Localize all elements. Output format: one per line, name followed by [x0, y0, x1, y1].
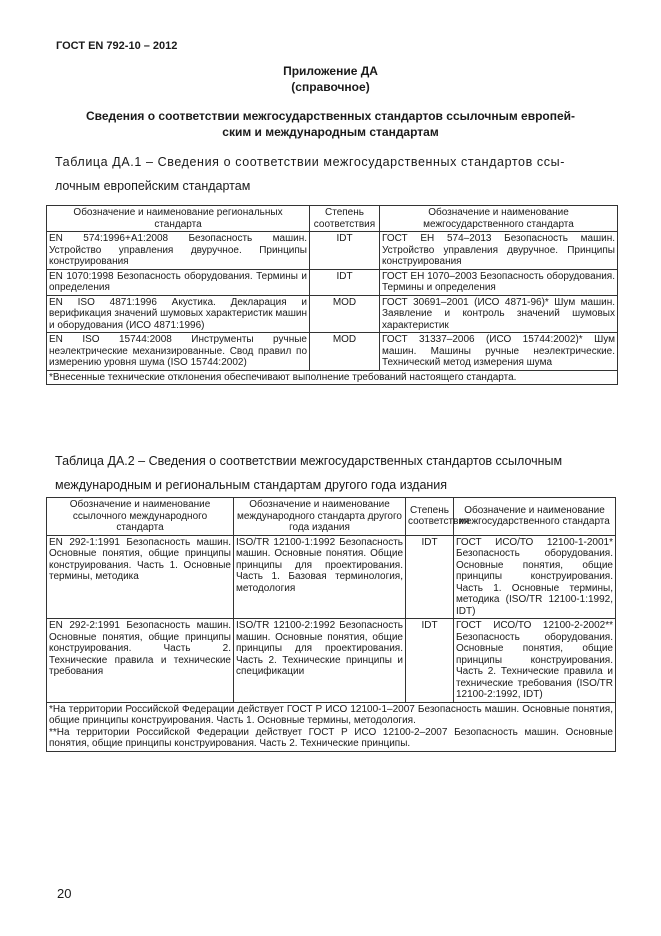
table1-cell-nat: ГОСТ 30691–2001 (ИСО 4871-96)* Шум машин. Заявление и контроль значений шумовых характеристик [380, 295, 618, 333]
table-row [47, 232, 618, 270]
table2-cell-ref: EN 292-1:1991 Безопасность машин. Основные понятия, общие принципы конструирования. Часть 1. Основные термины, методика [47, 535, 234, 619]
table2-header-degree: Степень соответствия [406, 498, 454, 536]
table2 [46, 497, 616, 752]
table1-cell-nat: ГОСТ EH 1070–2003 Безопасность оборудования. Термины и определения [380, 269, 618, 295]
appendix-subtitle: (справочное) [291, 80, 370, 94]
table2-cell-intl: ISO/TR 12100-1:1992 Безопасность машин. Основные понятия. Общие принципы для проектирования. Часть 1. Базовая терминология, методология [234, 535, 406, 619]
table1-note: *Внесенные технические отклонения обеспечивают выполнение требований настоящего стандарта. [47, 370, 618, 385]
table1-cell-ref: EN 574:1996+A1:2008 Безопасность машин. Устройство управления двуручное. Принципы конструирования [47, 232, 310, 270]
table2-note-2: **На территории Российской Федерации действует ГОСТ Р ИСО 12100-2–2007 Безопасность машин. Основные понятия, общие принципы конструирования. Часть 2. Технические принципы. [49, 726, 613, 749]
table1-header-nat: Обозначение и наименование межгосударственного стандарта [380, 206, 618, 232]
table2-header-row [47, 498, 616, 536]
table1-cell-ref: EN ISO 15744:2008 Инструменты ручные неэлектрические механизированные. Свод правил по измерению уровня шума (ISO 15744:2002) [47, 333, 310, 371]
table2-header-ref: Обозначение и наименование ссылочного международного стандарта [47, 498, 234, 536]
table2-caption-line2: международным и региональным стандартам другого года издания [55, 478, 448, 492]
table2-cell-intl: ISO/TR 12100-2:1992 Безопасность машин. Основные понятия, общие принципы для проектирования. Часть 2. Технические принципы и спецификации [234, 619, 406, 703]
table2-note-row [47, 702, 616, 751]
table1-cell-degree: IDT [310, 232, 380, 270]
table1-cell-nat: ГОСТ EH 574–2013 Безопасность машин. Устройство управления двуручное. Принципы конструирования [380, 232, 618, 270]
table2-notes [47, 702, 616, 751]
table2-cell-degree: IDT [406, 619, 454, 703]
table2-header-nat: Обозначение и наименование межгосударственного стандарта [454, 498, 616, 536]
table2-cell-degree: IDT [406, 535, 454, 619]
table-row [47, 269, 618, 295]
table-row [47, 333, 618, 371]
table-row [47, 295, 618, 333]
appendix-heading-line1: Сведения о соответствии межгосударственных стандартов ссылочным европей- [85, 109, 576, 123]
appendix-heading-line2: ским и международным стандартам [222, 125, 439, 139]
table1-header-row [47, 206, 618, 232]
table1-caption-line1: Таблица ДА.1 – Сведения о соответствии межгосударственных стандартов ссы- [55, 155, 565, 169]
table1-cell-degree: MOD [310, 295, 380, 333]
table-row [47, 619, 616, 703]
table1-note-row [47, 370, 618, 385]
document-header: ГОСТ EN 792-10 – 2012 [56, 40, 178, 52]
table1-cell-ref: EN 1070:1998 Безопасность оборудования. Термины и определения [47, 269, 310, 295]
table1-caption [55, 150, 607, 198]
table1-cell-nat: ГОСТ 31337–2006 (ИСО 15744:2002)* Шум машин. Машины ручные неэлектрические. Технический метод измерения шума [380, 333, 618, 371]
table1-cell-degree: IDT [310, 269, 380, 295]
page-number: 20 [57, 886, 72, 901]
table-row [47, 535, 616, 619]
table2-cell-nat: ГОСТ ИСО/ТО 12100-1-2001* Безопасность оборудования. Основные понятия, общие принципы конструирования. Часть 1. Основные термины, методика (ISO/TR 12100-1:1992, IDT) [454, 535, 616, 619]
table1-caption-line2: лочным европейским стандартам [55, 179, 251, 193]
appendix-title: Приложение ДА [283, 64, 378, 78]
table2-header-intl: Обозначение и наименование международного стандарта другого года издания [234, 498, 406, 536]
table1-header-degree: Степень соответствия [310, 206, 380, 232]
table2-note-1: *На территории Российской Федерации действует ГОСТ Р ИСО 12100-1–2007 Безопасность машин. Основные понятия, общие принципы конструирования. Часть 1. Основные термины, методология. [49, 703, 613, 726]
table2-caption [55, 449, 607, 497]
table1-cell-ref: EN ISO 4871:1996 Акустика. Декларация и верификация значений шумовых характеристик машин и оборудования (ИСО 4871:1996) [47, 295, 310, 333]
table1-header-ref: Обозначение и наименование региональных стандарта [47, 206, 310, 232]
table1 [46, 205, 618, 385]
table1-cell-degree: MOD [310, 333, 380, 371]
table2-cell-ref: EN 292-2:1991 Безопасность машин. Основные понятия, общие принципы конструирования. Часть 2. Технические правила и технические требования [47, 619, 234, 703]
table2-caption-line1: Таблица ДА.2 – Сведения о соответствии межгосударственных стандартов ссылочным [55, 454, 563, 468]
table2-cell-nat: ГОСТ ИСО/ТО 12100-2-2002** Безопасность оборудования. Основные понятия, общие принципы конструирования. Часть 2. Технические правила и технические требования (ISO/TR 12100-2:1992, IDT) [454, 619, 616, 703]
